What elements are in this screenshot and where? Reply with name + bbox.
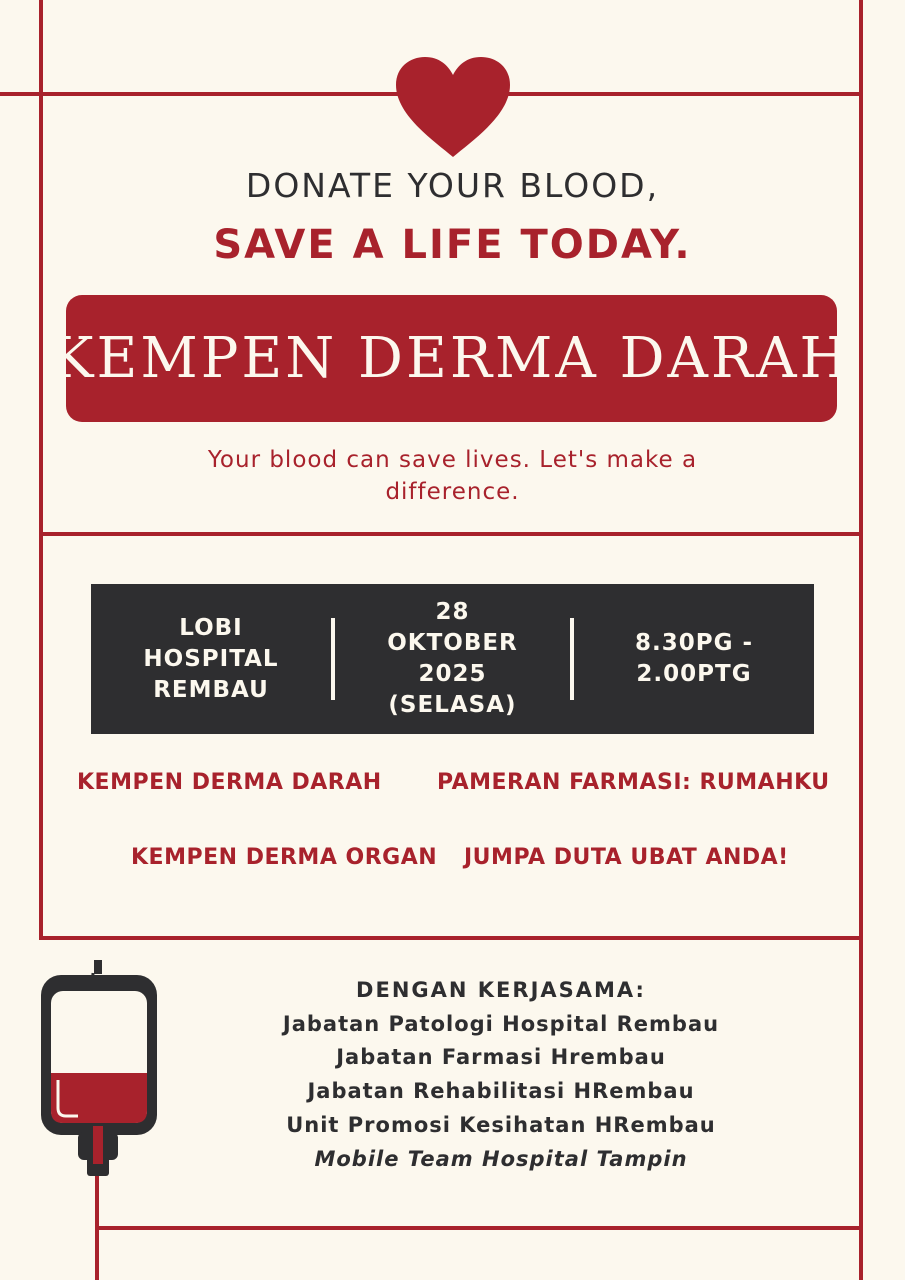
tagline-save-life: SAVE A LIFE TODAY. bbox=[213, 222, 692, 268]
frame-divider-1 bbox=[39, 532, 863, 536]
activity-blood-donation: KEMPEN DERMA DARAH bbox=[77, 770, 382, 795]
event-time: 8.30PG - 2.00PTG bbox=[634, 630, 754, 687]
frame-left-line bbox=[39, 0, 43, 940]
activity-pharmacy-exhibition: PAMERAN FARMASI: RUMAHKU bbox=[437, 770, 830, 795]
frame-bottom-line bbox=[95, 1226, 863, 1230]
campaign-title: KEMPEN DERMA DARAH bbox=[51, 326, 852, 391]
tagline-donate: DONATE YOUR BLOOD, bbox=[245, 166, 660, 205]
collaboration-heading: DENGAN KERJASAMA: bbox=[356, 978, 646, 1002]
event-info-bar bbox=[91, 584, 814, 734]
frame-divider-2 bbox=[39, 936, 863, 940]
event-location: LOBI HOSPITAL REMBAU bbox=[143, 614, 279, 703]
activity-meet-ambassador: JUMPA DUTA UBAT ANDA! bbox=[464, 845, 789, 870]
partner-item: Mobile Team Hospital Tampin bbox=[314, 1147, 688, 1171]
partner-item: Jabatan Rehabilitasi HRembau bbox=[307, 1079, 695, 1103]
blood-tube-line bbox=[95, 1175, 99, 1280]
event-date: 28 OKTOBER 2025 (SELASA) bbox=[387, 599, 518, 718]
subtitle: Your blood can save lives. Let's make a difference. bbox=[207, 447, 698, 505]
partner-item: Jabatan Farmasi Hrembau bbox=[336, 1045, 666, 1069]
partner-item: Jabatan Patologi Hospital Rembau bbox=[282, 1012, 720, 1036]
campaign-banner bbox=[51, 295, 852, 422]
activity-organ-donation: KEMPEN DERMA ORGAN bbox=[131, 845, 438, 870]
partner-item: Unit Promosi Kesihatan HRembau bbox=[286, 1113, 716, 1137]
blood-bag-icon bbox=[38, 958, 160, 1180]
heart-icon bbox=[394, 55, 512, 159]
